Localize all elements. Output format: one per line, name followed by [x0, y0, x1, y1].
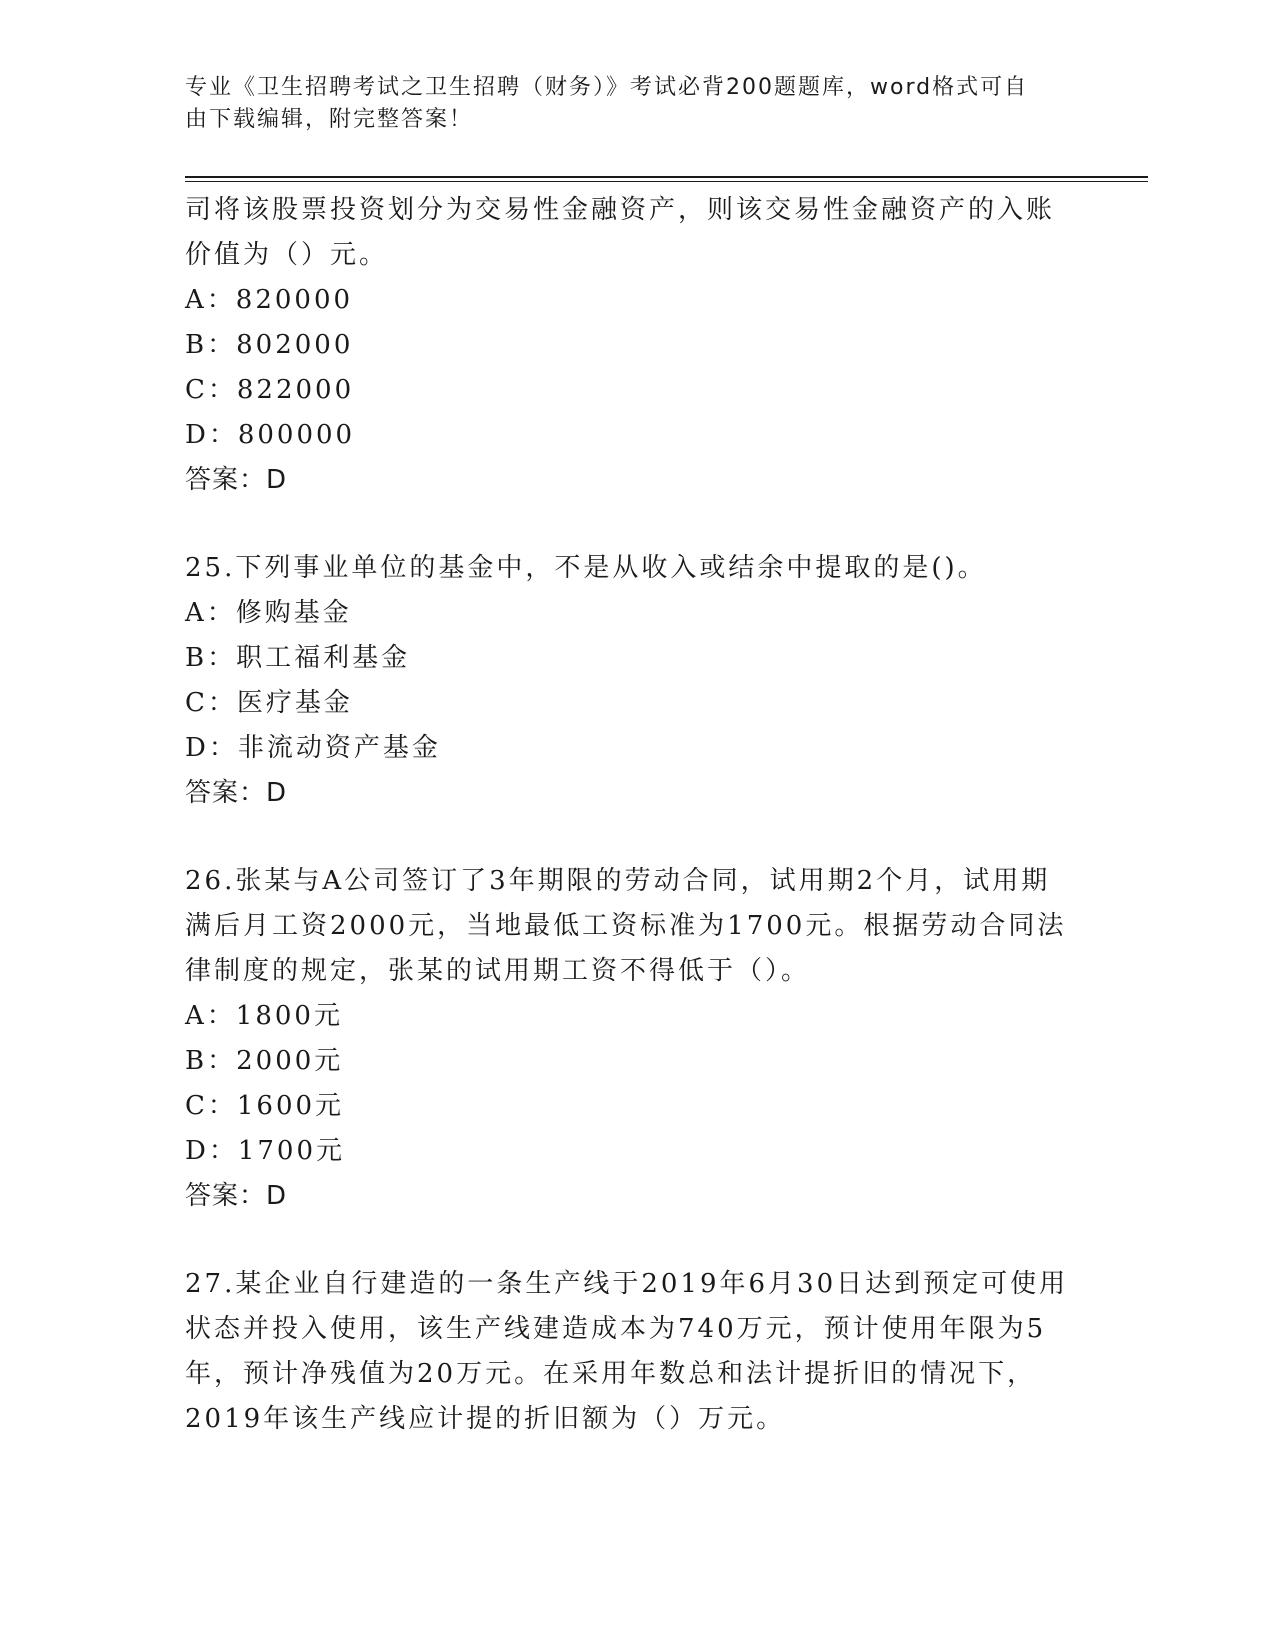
question-spacer [185, 1219, 1075, 1262]
question-stem-line: 律制度的规定，张某的试用期工资不得低于（）。 [185, 956, 811, 986]
document-header [185, 72, 1065, 136]
answer-line: 答案：D [185, 1181, 288, 1211]
question-stem-line: 年，预计净残值为20万元。在采用年数总和法计提折旧的情况下， [185, 1359, 1037, 1389]
question-26 [185, 859, 1075, 1219]
question-stem-line: 价值为（）元。 [185, 240, 389, 270]
question-content [185, 188, 1075, 1442]
option-b: B：2000元 [185, 1046, 344, 1076]
question-stem-line: 司将该股票投资划分为交易性金融资产，则该交易性金融资产的入账 [185, 195, 1056, 225]
question-spacer [185, 503, 1075, 546]
header-rule-thin [185, 181, 1148, 182]
question-24 [185, 188, 1075, 503]
header-line-2: 由下载编辑，附完整答案！ [185, 107, 474, 132]
question-stem-line: 满后月工资2000元，当地最低工资标准为1700元。根据劳动合同法 [185, 911, 1067, 941]
answer-line: 答案：D [185, 465, 288, 495]
question-27 [185, 1262, 1075, 1442]
option-c: C：医疗基金 [185, 688, 353, 718]
question-25 [185, 546, 1075, 816]
option-a: A：820000 [185, 285, 354, 315]
option-d: D：非流动资产基金 [185, 733, 441, 763]
question-stem-line: 2019年该生产线应计提的折旧额为（）万元。 [185, 1404, 786, 1434]
question-stem-line: 27.某企业自行建造的一条生产线于2019年6月30日达到预定可使用 [185, 1269, 1069, 1299]
option-c: C：1600元 [185, 1091, 345, 1121]
answer-line: 答案：D [185, 778, 288, 808]
option-a: A：修购基金 [185, 598, 352, 628]
question-spacer [185, 816, 1075, 859]
question-stem-line: 25.下列事业单位的基金中，不是从收入或结余中提取的是()。 [185, 553, 987, 583]
question-stem-line: 状态并投入使用，该生产线建造成本为740万元，预计使用年限为5 [185, 1314, 1047, 1344]
header-rule-thick [185, 176, 1148, 178]
option-c: C：822000 [185, 375, 355, 405]
question-stem-line: 26.张某与A公司签订了3年期限的劳动合同，试用期2个月，试用期 [185, 866, 1051, 896]
option-d: D：800000 [185, 420, 356, 450]
header-line-1: 专业《卫生招聘考试之卫生招聘（财务）》考试必背200题题库，word格式可自 [185, 75, 1029, 100]
option-a: A：1800元 [185, 1001, 343, 1031]
option-b: B：802000 [185, 330, 354, 360]
option-b: B：职工福利基金 [185, 643, 411, 673]
option-d: D：1700元 [185, 1136, 346, 1166]
